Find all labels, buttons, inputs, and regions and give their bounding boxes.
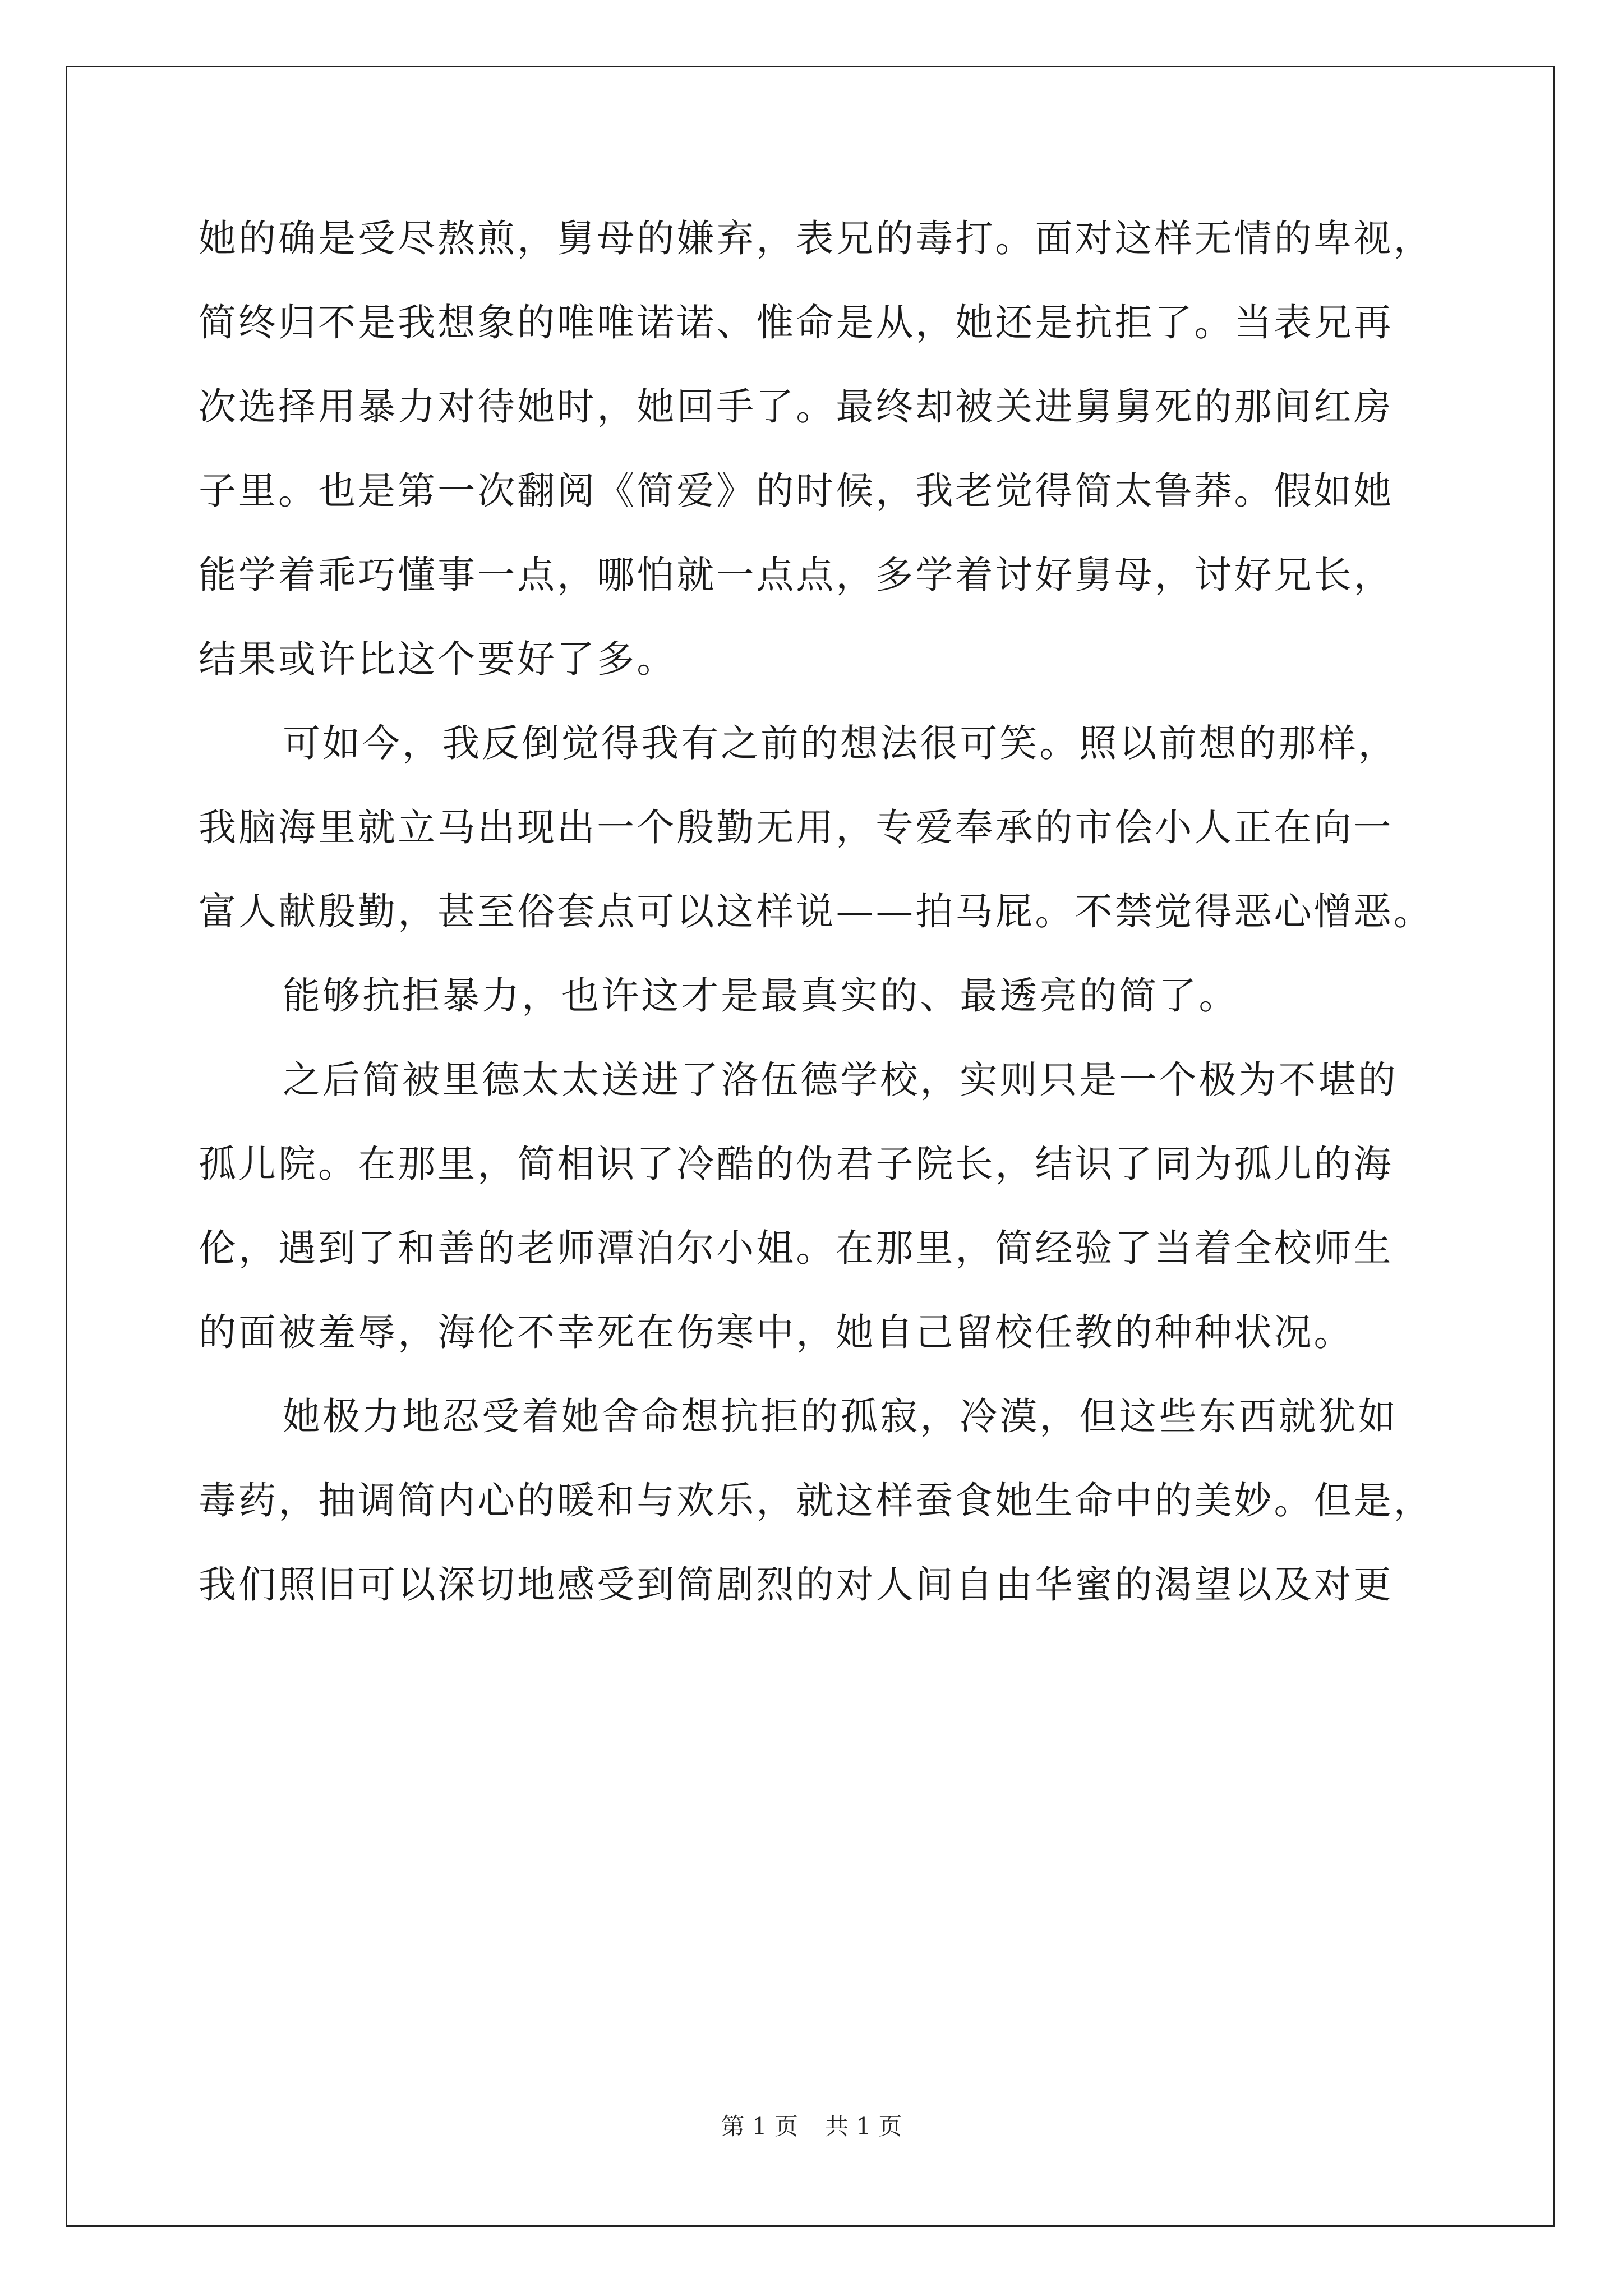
text-line: 伦，遇到了和善的老师潭泊尔小姐。在那里，简经验了当着全校师生: [199, 1226, 1394, 1270]
text-line: 简终归不是我想象的唯唯诺诺、惟命是从，她还是抗拒了。当表兄再: [199, 301, 1394, 344]
text-line: 我们照旧可以深切地感受到简剧烈的对人间自由华蜜的渴望以及对更: [199, 1563, 1394, 1607]
text-line: 子里。也是第一次翻阅《简爱》的时候，我老觉得简太鲁莽。假如她: [199, 469, 1394, 513]
page-footer: [0, 2108, 1623, 2142]
text-line: 孤儿院。在那里，简相识了冷酷的伪君子院长，结识了同为孤儿的海: [199, 1142, 1394, 1186]
text-line: 我脑海里就立马出现出一个殷勤无用，专爱奉承的市侩小人正在向一: [199, 806, 1394, 849]
text-line: 能学着乖巧懂事一点，哪怕就一点点，多学着讨好舅母，讨好兄长，: [199, 553, 1394, 597]
text-line: 次选择用暴力对待她时，她回手了。最终却被关进舅舅死的那间红房: [199, 385, 1394, 429]
paragraph-first-line: 之后简被里德太太送进了洛伍德学校，实则只是一个极为不堪的: [283, 1058, 1398, 1102]
text-line: 她的确是受尽熬煎，舅母的嫌弃，表兄的毒打。面对这样无情的卑视，: [199, 217, 1433, 260]
paragraph-first-line: 可如今，我反倒觉得我有之前的想法很可笑。照以前想的那样，: [283, 721, 1398, 765]
page-number: 第 1 页: [721, 2113, 798, 2140]
text-line: 的面被羞辱，海伦不幸死在伤寒中，她自己留校任教的种种状况。: [199, 1310, 1354, 1354]
text-line: 毒药，抽调简内心的暖和与欢乐，就这样蚕食她生命中的美妙。但是，: [199, 1479, 1433, 1522]
page-total: 共 1 页: [825, 2113, 902, 2140]
document-body: [199, 196, 1477, 1627]
text-line: 富人献殷勤，甚至俗套点可以这样说——拍马屁。不禁觉得恶心憎恶。: [199, 890, 1433, 933]
text-line: 结果或许比这个要好了多。: [199, 637, 677, 681]
paragraph-first-line: 她极力地忍受着她舍命想抗拒的孤寂，冷漠，但这些东西就犹如: [283, 1395, 1398, 1438]
paragraph-first-line: 能够抗拒暴力，也许这才是最真实的、最透亮的简了。: [283, 974, 1239, 1018]
